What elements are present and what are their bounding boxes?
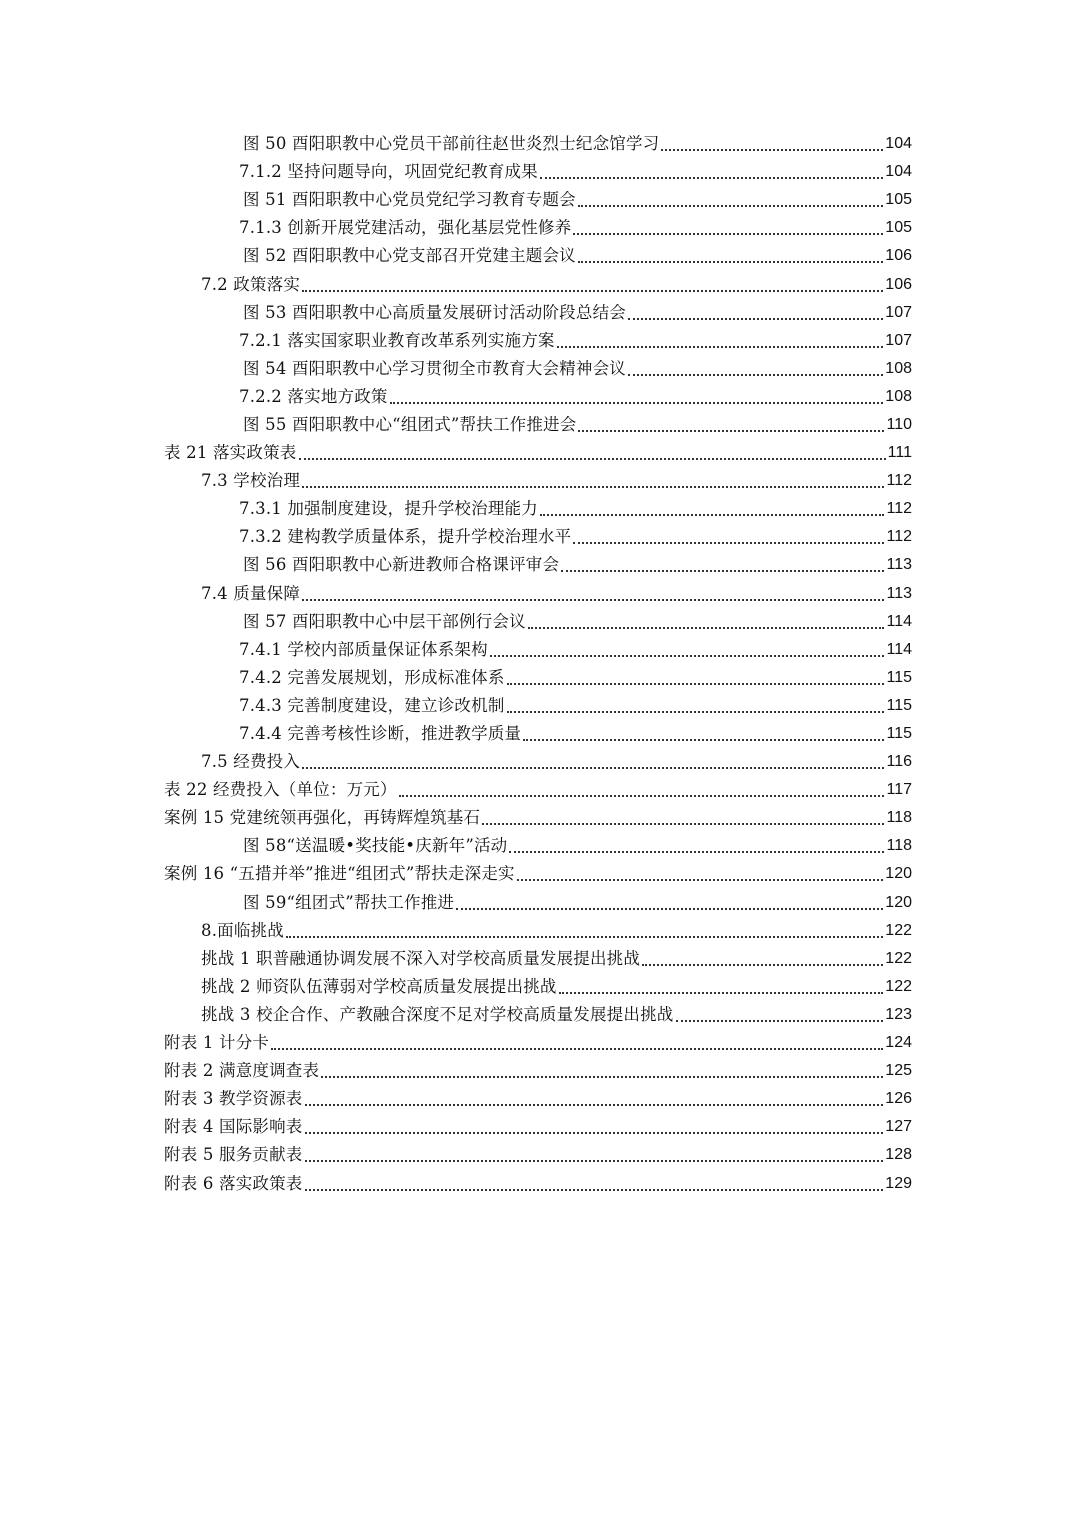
dot-leader [509, 851, 884, 853]
toc-page-number: 120 [885, 865, 912, 883]
toc-entry-title: 图 56 酉阳职教中心新进教师合格课评审会 [243, 555, 560, 575]
toc-entry[interactable] [0, 636, 1074, 664]
dot-leader [302, 767, 884, 769]
toc-entry[interactable] [0, 1029, 1074, 1057]
toc-entry-title: 附表 4 国际影响表 [164, 1117, 303, 1137]
toc-page-number: 114 [886, 612, 912, 630]
dot-leader [573, 542, 884, 544]
toc-page-number: 115 [886, 725, 912, 743]
toc-page-number: 124 [885, 1034, 912, 1052]
dot-leader [507, 711, 885, 713]
toc-entry[interactable] [0, 467, 1074, 495]
toc-entry[interactable] [0, 1141, 1074, 1169]
dot-leader [302, 486, 884, 488]
toc-entry[interactable] [0, 495, 1074, 523]
toc-entry-title: 附表 3 教学资源表 [164, 1089, 303, 1109]
toc-entry[interactable] [0, 411, 1074, 439]
dot-leader [661, 149, 883, 151]
toc-entry-title: 图 50 酉阳职教中心党员干部前往赵世炎烈士纪念馆学习 [243, 134, 660, 154]
dot-leader [305, 1132, 884, 1134]
toc-page-number: 126 [885, 1090, 912, 1108]
toc-entry[interactable] [0, 130, 1074, 158]
dot-leader [557, 346, 884, 348]
dot-leader [540, 177, 883, 179]
toc-entry-title: 附表 5 服务贡献表 [164, 1145, 303, 1165]
toc-entry-title: 图 53 酉阳职教中心高质量发展研讨活动阶段总结会 [243, 302, 626, 322]
toc-page-number: 108 [885, 359, 912, 377]
toc-entry-title: 7.4 质量保障 [201, 583, 301, 603]
dot-leader [490, 655, 885, 657]
dot-leader [456, 908, 883, 910]
dot-leader [305, 1160, 884, 1162]
toc-page-number: 107 [885, 303, 912, 321]
toc-entry-title: 附表 1 计分卡 [164, 1033, 270, 1053]
toc-page-number: 122 [885, 949, 912, 967]
table-of-contents [0, 130, 1074, 1198]
toc-entry-title: 挑战 2 师资队伍薄弱对学校高质量发展提出挑战 [201, 976, 557, 996]
toc-entry[interactable] [0, 439, 1074, 467]
dot-leader [517, 879, 884, 881]
dot-leader [321, 1076, 883, 1078]
toc-entry-title: 图 55 酉阳职教中心“组团式”帮扶工作推进会 [243, 414, 577, 434]
toc-page-number: 108 [885, 387, 912, 405]
dot-leader [676, 1020, 884, 1022]
toc-entry-title: 7.1.2 坚持问题导向，巩固党纪教育成果 [239, 162, 538, 182]
toc-entry-title: 7.4.3 完善制度建设，建立诊改机制 [239, 695, 505, 715]
toc-entry-title: 7.1.3 创新开展党建活动，强化基层党性修养 [239, 218, 572, 238]
toc-entry[interactable] [0, 383, 1074, 411]
toc-entry[interactable] [0, 973, 1074, 1001]
dot-leader [507, 683, 885, 685]
toc-entry-title: 附表 6 落实政策表 [164, 1173, 303, 1193]
toc-entry[interactable] [0, 1085, 1074, 1113]
dot-leader [305, 1104, 884, 1106]
toc-entry[interactable] [0, 270, 1074, 298]
dot-leader [299, 458, 886, 460]
toc-page-number: 113 [886, 556, 912, 574]
dot-leader [628, 318, 883, 320]
toc-page-number: 107 [885, 331, 912, 349]
toc-entry[interactable] [0, 832, 1074, 860]
toc-entry-title: 图 52 酉阳职教中心党支部召开党建主题会议 [243, 246, 576, 266]
toc-page-number: 105 [885, 191, 912, 209]
toc-entry[interactable] [0, 580, 1074, 608]
toc-entry[interactable] [0, 889, 1074, 917]
toc-entry-title: 7.2 政策落实 [201, 274, 301, 294]
dot-leader [390, 402, 884, 404]
toc-page-number: 117 [886, 781, 912, 799]
toc-entry-title: 7.4.2 完善发展规划，形成标准体系 [239, 667, 505, 687]
toc-entry[interactable] [0, 608, 1074, 636]
toc-entry-title: 图 57 酉阳职教中心中层干部例行会议 [243, 611, 526, 631]
dot-leader [271, 1048, 883, 1050]
toc-entry[interactable] [0, 214, 1074, 242]
toc-entry[interactable] [0, 720, 1074, 748]
toc-entry-title: 图 51 酉阳职教中心党员党纪学习教育专题会 [243, 190, 576, 210]
toc-entry[interactable] [0, 1113, 1074, 1141]
toc-entry[interactable] [0, 355, 1074, 383]
toc-page-number: 129 [885, 1174, 912, 1192]
toc-entry[interactable] [0, 242, 1074, 270]
toc-page-number: 115 [886, 696, 912, 714]
toc-entry[interactable] [0, 748, 1074, 776]
toc-page-number: 122 [885, 977, 912, 995]
toc-page-number: 110 [886, 415, 912, 433]
toc-entry-title: 7.2.1 落实国家职业教育改革系列实施方案 [239, 330, 555, 350]
toc-entry-title: 图 58“送温暖•奖技能•庆新年”活动 [243, 836, 508, 856]
dot-leader [482, 823, 884, 825]
toc-page-number: 105 [885, 219, 912, 237]
toc-entry-title: 附表 2 满意度调查表 [164, 1061, 320, 1081]
dot-leader [302, 290, 883, 292]
dot-leader [540, 514, 885, 516]
toc-page-number: 118 [886, 837, 912, 855]
toc-page-number: 106 [885, 247, 912, 265]
toc-page-number: 123 [885, 1005, 912, 1023]
toc-entry-title: 图 54 酉阳职教中心学习贯彻全市教育大会精神会议 [243, 358, 626, 378]
dot-leader [628, 374, 883, 376]
toc-entry[interactable] [0, 299, 1074, 327]
toc-entry-title: 7.3 学校治理 [201, 471, 301, 491]
toc-page-number: 113 [886, 584, 912, 602]
toc-page-number: 120 [885, 893, 912, 911]
toc-entry-title: 7.5 经费投入 [201, 752, 301, 772]
toc-page-number: 104 [885, 135, 912, 153]
toc-entry-title: 案例 15 党建统领再强化，再铸辉煌筑基石 [164, 808, 481, 828]
toc-entry[interactable] [0, 1001, 1074, 1029]
toc-page-number: 111 [887, 444, 912, 462]
toc-entry[interactable] [0, 1057, 1074, 1085]
dot-leader [305, 1189, 884, 1191]
toc-entry[interactable] [0, 523, 1074, 551]
dot-leader [578, 261, 883, 263]
toc-page-number: 112 [886, 500, 912, 518]
toc-entry[interactable] [0, 860, 1074, 888]
toc-entry-title: 挑战 1 职普融通协调发展不深入对学校高质量发展提出挑战 [201, 948, 641, 968]
toc-entry[interactable] [0, 327, 1074, 355]
toc-entry-title: 8.面临挑战 [201, 920, 284, 940]
toc-page-number: 114 [886, 640, 912, 658]
toc-entry-title: 挑战 3 校企合作、产教融合深度不足对学校高质量发展提出挑战 [201, 1004, 674, 1024]
toc-entry[interactable] [0, 551, 1074, 579]
toc-page-number: 128 [885, 1146, 912, 1164]
toc-entry-title: 7.2.2 落实地方政策 [239, 386, 388, 406]
toc-page-number: 104 [885, 163, 912, 181]
dot-leader [523, 739, 884, 741]
toc-entry-title: 表 22 经费投入（单位：万元） [164, 780, 397, 800]
toc-entry-title: 表 21 落实政策表 [164, 443, 297, 463]
dot-leader [561, 570, 884, 572]
toc-entry-title: 7.3.2 建构教学质量体系，提升学校治理水平 [239, 527, 572, 547]
toc-entry[interactable] [0, 776, 1074, 804]
toc-entry-title: 案例 16 “五措并举”推进“组团式”帮扶走深走实 [164, 864, 515, 884]
toc-entry[interactable] [0, 804, 1074, 832]
toc-entry-title: 7.3.1 加强制度建设，提升学校治理能力 [239, 499, 538, 519]
toc-entry-title: 图 59“组团式”帮扶工作推进 [243, 892, 455, 912]
toc-entry[interactable] [0, 945, 1074, 973]
toc-entry[interactable] [0, 186, 1074, 214]
toc-entry-title: 7.4.4 完善考核性诊断，推进教学质量 [239, 724, 522, 744]
toc-entry[interactable] [0, 158, 1074, 186]
toc-page-number: 106 [885, 275, 912, 293]
toc-entry[interactable] [0, 664, 1074, 692]
dot-leader [578, 430, 884, 432]
toc-entry[interactable] [0, 692, 1074, 720]
toc-entry[interactable] [0, 917, 1074, 945]
dot-leader [286, 936, 883, 938]
dot-leader [578, 205, 883, 207]
dot-leader [302, 599, 884, 601]
toc-page-number: 118 [886, 809, 912, 827]
toc-page-number: 112 [886, 528, 912, 546]
toc-page-number: 125 [885, 1062, 912, 1080]
toc-entry[interactable] [0, 1169, 1074, 1197]
toc-entry-title: 7.4.1 学校内部质量保证体系架构 [239, 639, 488, 659]
dot-leader [642, 964, 883, 966]
dot-leader [399, 795, 885, 797]
toc-page-number: 122 [885, 921, 912, 939]
toc-page-number: 116 [886, 753, 912, 771]
toc-page-number: 112 [886, 472, 912, 490]
toc-page-number: 127 [885, 1118, 912, 1136]
dot-leader [528, 627, 885, 629]
dot-leader [559, 992, 884, 994]
toc-page-number: 115 [886, 668, 912, 686]
dot-leader [573, 233, 883, 235]
